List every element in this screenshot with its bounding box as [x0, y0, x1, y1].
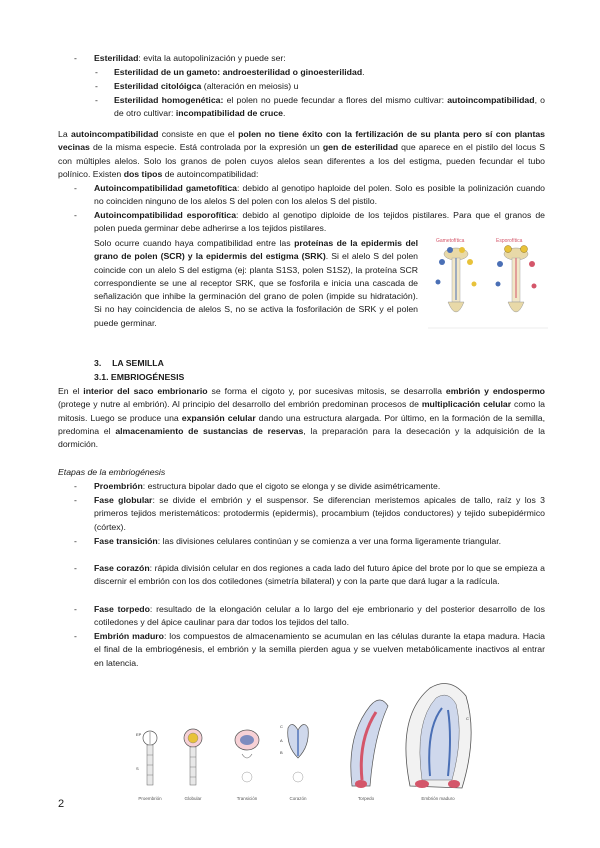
- stage-name: Embrión maduro: [94, 631, 164, 641]
- globular-drawing: [184, 729, 202, 785]
- sub-item-text: , o de otro cultivar:: [114, 95, 545, 119]
- bullet-dash: -: [74, 536, 77, 546]
- text: (protege y nutre al embrión). Al principio del desarrollo del embrión predominan procesos de: [58, 399, 422, 410]
- text: de la misma especie. Está controlada por la expresión un: [89, 142, 323, 153]
- sub-item-text: .: [362, 67, 365, 77]
- mature-embryo-drawing: [406, 684, 471, 789]
- stage-desc: : los compuestos de almacenamiento se acumulan en las células durante la etapa madura. Hacia el final de la embriogénesis, el embrión y la semilla pierden agua y se vuelven metabólicamente inactivos al entrar en latencia.: [94, 631, 545, 668]
- text-bold: interior del saco embrionario: [83, 386, 208, 396]
- item-text: : debido al genotipo haploide del polen. Solo es posible la polinización cuando no coinciden ninguno de los alelos S del polen con los alelos S del pistilo.: [94, 183, 545, 207]
- figure-letter: C: [466, 716, 469, 721]
- stage-name: Fase torpedo: [94, 604, 150, 614]
- section-heading: [94, 357, 164, 370]
- stage-name: Fase transición: [94, 536, 158, 546]
- sterility-sub-item-2: [95, 80, 545, 93]
- stage-desc: : las divisiones celulares continúan y se comienza a ver una forma ligeramente triangular.: [157, 536, 502, 546]
- bullet-dash: -: [95, 95, 98, 105]
- bullet-dash: -: [74, 183, 77, 193]
- bullet-dash: -: [74, 604, 77, 614]
- stage-item: [74, 480, 545, 493]
- stage-desc: : se divide el embrión y el suspensor. Se diferencian meristemos apicales de tallo, raíz y los 3 primeros tejidos meristemáticos: protodermis (epidermis), procambium (tejidos conductores) y tejido subepidérmico (córtex).: [94, 495, 546, 532]
- subsection-title: EMBRIOGÉNESIS: [110, 372, 185, 382]
- stage-name: Proembrión: [94, 481, 143, 491]
- torpedo-drawing: [351, 700, 388, 788]
- transition-drawing: [235, 730, 259, 782]
- text-bold: multiplicación celular: [421, 399, 512, 410]
- stage-item: [74, 535, 545, 548]
- figure-letter: A: [280, 738, 283, 743]
- text: se forma el cigoto y, por sucesivas mitosis, se desarrolla: [207, 386, 446, 396]
- figure-letter: B: [280, 750, 283, 755]
- gametophytic-item: [74, 182, 545, 209]
- sub-item-bold: autoincompatibilidad: [447, 95, 535, 105]
- stage-caption: Proembrión: [138, 796, 162, 801]
- bullet-dash: -: [74, 495, 77, 505]
- stage-caption: Globular: [184, 796, 202, 801]
- bullet-dash: -: [95, 81, 98, 91]
- text: La: [58, 129, 72, 139]
- section-number: 3.: [94, 358, 102, 368]
- bullet-dash: -: [74, 631, 77, 641]
- figure-letter: C: [280, 724, 283, 729]
- bullet-dash: -: [95, 67, 98, 77]
- autoincompatibility-paragraph: [58, 128, 545, 181]
- stage-desc: : resultado de la elongación celular a lo largo del eje embrionario y del posterior desarrollo de los cotiledones y del ápice caulinar para dar todos los tejidos del tallo.: [94, 604, 545, 628]
- stages-title: Etapas de la embriogénesis: [58, 467, 166, 477]
- sub-item-text: (alteración en meiosis) u: [201, 81, 299, 91]
- text: Solo ocurre cuando haya compatibilidad entre las: [94, 238, 295, 248]
- sterility-item: [74, 52, 544, 65]
- figure-letter: S: [136, 766, 139, 771]
- stage-item: [74, 630, 545, 670]
- figure-letter: EP: [136, 732, 142, 737]
- text: consiste en que el: [158, 129, 239, 139]
- text: . Si el alelo S del polen coincide con un alelo S del estigma (ej: planta S1S3, polen S1S2), la proteína SCR correspondiente se une al receptor SRK, que se fosforila e inicia una cascada de señalización que inhibe la germinación del grano de polen (impide su hidratación). Si no hay coincidencia de alelos S, no se activa la fosforilación de SRK y el polen puede germinar.: [94, 251, 418, 328]
- sterility-desc: : evita la autopolinización y puede ser:: [138, 53, 286, 63]
- sterility-title: Esterilidad: [94, 53, 139, 63]
- subsection-number: 3.1.: [94, 372, 109, 382]
- stage-name: Fase corazón: [94, 563, 150, 573]
- text-bold: polen no tiene éxito con la fertilización de su planta pero sí con plantas vecinas: [58, 129, 546, 153]
- stage-item: [74, 603, 545, 630]
- text-bold: dos tipos: [123, 168, 163, 179]
- text: En el: [58, 386, 84, 396]
- heart-drawing: [280, 724, 308, 782]
- text-bold: almacenamiento de sustancias de reservas: [115, 425, 304, 436]
- text-bold: autoincompatibilidad: [71, 129, 159, 139]
- text-bold: expansión celular: [181, 412, 256, 423]
- figure-label-right: Esporofítica: [496, 238, 523, 244]
- bullet-dash: -: [74, 563, 77, 573]
- bullet-dash: -: [74, 481, 77, 491]
- embryogenesis-paragraph: [58, 385, 545, 451]
- stage-name: Fase globular: [94, 495, 153, 505]
- item-bold: Autoincompatibilidad esporofítica: [94, 210, 237, 220]
- sporophytic-detail: [94, 237, 418, 330]
- self-incompatibility-figure: [428, 232, 548, 342]
- text: dando una estructura alargada. Por último, en la formación de la semilla, predomina el: [58, 412, 545, 436]
- bullet-dash: -: [74, 210, 77, 220]
- sub-item-bold: Esterilidad homogenética:: [114, 95, 224, 105]
- subsection-heading: [94, 371, 184, 384]
- sub-item-text: .: [282, 108, 286, 119]
- sub-item-text: el polen no puede fecundar a flores del mismo cultivar:: [223, 95, 445, 105]
- embryo-stages-figure: [130, 676, 480, 806]
- item-text: : debido al genotipo diploide de los tejidos pistilares. Para que el granos de polen pueda germinar debe adherirse a los tejidos pistilares.: [94, 210, 545, 234]
- section-title: LA SEMILLA: [112, 358, 164, 368]
- sub-item-bold: incompatibilidad de cruce: [175, 108, 283, 119]
- proembryo-drawing: [136, 731, 157, 785]
- figure-label-left: Gametofítica: [436, 238, 465, 244]
- text-bold: embrión y endospermo: [445, 386, 545, 396]
- sterility-sub-item-3: [95, 94, 545, 121]
- pistil-right: [496, 246, 537, 313]
- stage-item: [74, 494, 545, 534]
- stage-desc: : rápida división celular en dos regiones a cada lado del futuro ápice del brote por lo que se empieza a discernir el embrión con los dos cotiledones (simetría bilateral) y con la parte que dará lugar a la radícula.: [94, 563, 545, 587]
- pistil-left: [436, 247, 477, 312]
- sterility-sub-item-1: [95, 66, 545, 79]
- text: que aparece en el pistilo del locus S con múltiples alelos. Solo los granos de polen cuyos alelos sean diferentes a los del estigma, pueden fecundar el tubo polínico. Existen: [58, 142, 545, 179]
- stage-caption: Transición: [236, 796, 258, 801]
- bullet-dash: -: [74, 53, 77, 63]
- stage-caption: Corazón: [289, 796, 307, 801]
- page-number: 2: [58, 798, 65, 810]
- text: como la mitosis. Luego se produce una: [58, 399, 545, 423]
- stage-item: [74, 562, 545, 589]
- sub-item-bold: Esterilidad de un gameto: androesterilidad o ginoesterilidad: [114, 67, 363, 77]
- text: de autoincompatibilidad:: [162, 168, 259, 179]
- text-bold: gen de esterilidad: [322, 142, 399, 153]
- stage-caption: Embrión maduro: [421, 796, 455, 801]
- stage-desc: : estructura bipolar dado que el cigoto se elonga y se divide asimétricamente.: [142, 481, 441, 491]
- sub-item-bold: Esterilidad citolóigca: [114, 81, 202, 91]
- item-bold: Autoincompatibilidad gametofítica: [94, 183, 238, 193]
- text-bold: proteínas de la epidermis del grano de polen (SCR) y la epidermis del estigma (SRK): [94, 238, 419, 262]
- text: , la preparación para la desecación y la adquisición de la dormición.: [58, 425, 546, 450]
- stage-caption: Torpedo: [357, 796, 375, 801]
